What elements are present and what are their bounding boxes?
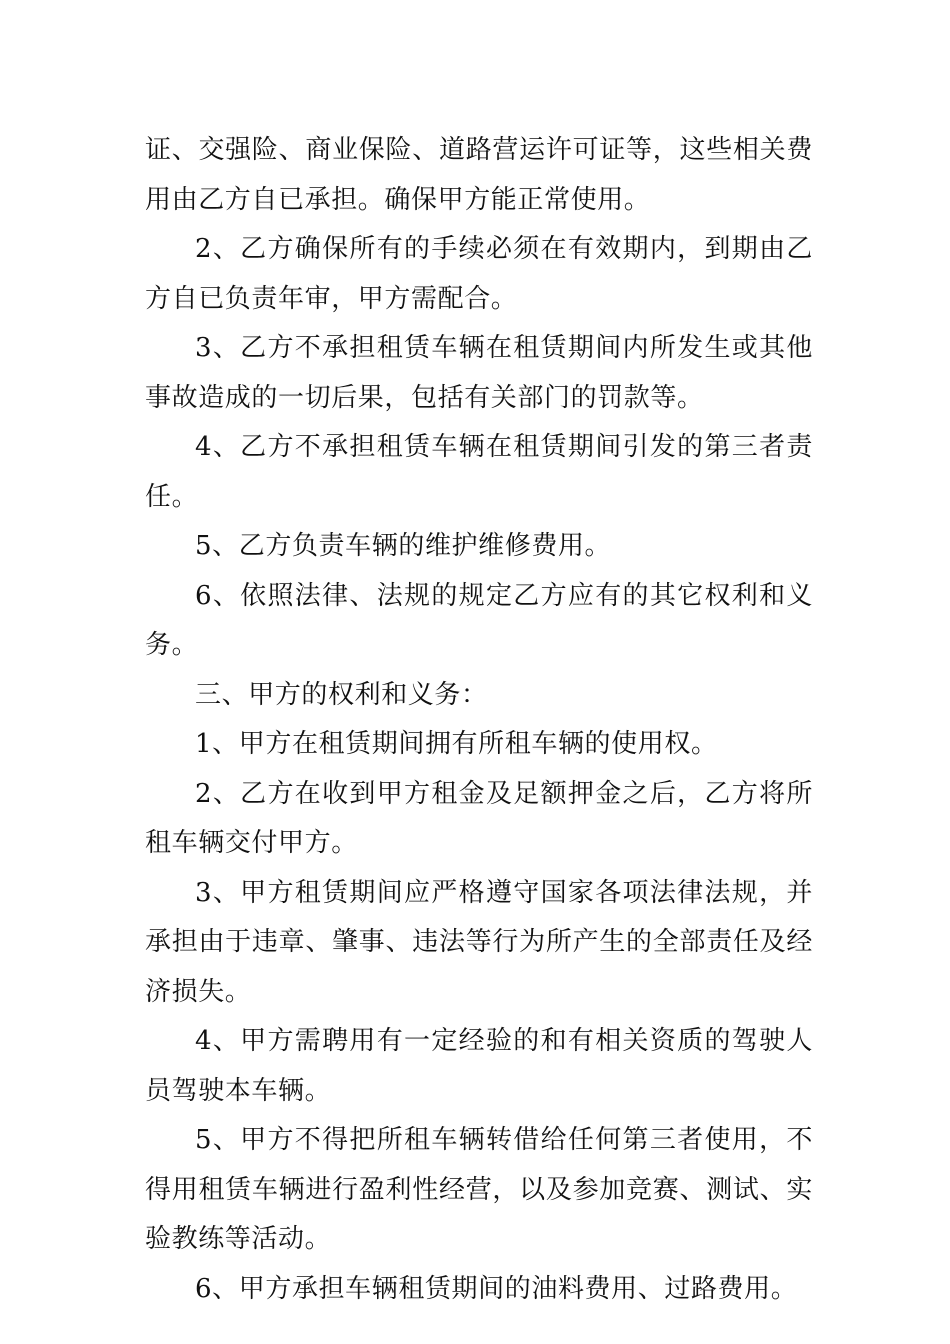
paragraph-item-2: 2、乙方确保所有的手续必须在有效期内，到期由乙方自已负责年审，甲方需配合。 <box>145 234 813 314</box>
paragraph-a-item-1: 1、甲方在租赁期间拥有所租车辆的使用权。 <box>195 729 718 759</box>
paragraph-a-item-3: 3、甲方租赁期间应严格遵守国家各项法律法规，并承担由于违章、肇事、违法等行为所产生的全部责任及经济损失。 <box>145 877 813 1007</box>
document-body <box>145 126 813 1314</box>
paragraph-a-item-6: 6、甲方承担车辆租赁期间的油料费用、过路费用。 <box>195 1273 798 1304</box>
paragraph-continuation: 证、交强险、商业保险、道路营运许可证等，这些相关费用由乙方自已承担。确保甲方能正常使用。 <box>145 135 813 215</box>
paragraph-item-6: 6、依照法律、法规的规定乙方应有的其它权利和义务。 <box>145 580 813 660</box>
paragraph-item-4: 4、乙方不承担租赁车辆在租赁期间引发的第三者责任。 <box>145 432 813 512</box>
paragraph-item-3: 3、乙方不承担租赁车辆在租赁期间内所发生或其他事故造成的一切后果，包括有关部门的罚款等。 <box>145 333 813 413</box>
paragraph-a-item-4: 4、甲方需聘用有一定经验的和有相关资质的驾驶人员驾驶本车辆。 <box>145 1026 813 1106</box>
section-heading-party-a: 三、甲方的权利和义务： <box>195 679 488 710</box>
paragraph-item-5: 5、乙方负责车辆的维护维修费用。 <box>195 531 612 561</box>
paragraph-a-item-2: 2、乙方在收到甲方租金及足额押金之后，乙方将所租车辆交付甲方。 <box>145 778 813 858</box>
paragraph-a-item-5: 5、甲方不得把所租车辆转借给任何第三者使用，不得用租赁车辆进行盈利性经营，以及参加竞赛、测试、实验教练等活动。 <box>145 1125 813 1254</box>
